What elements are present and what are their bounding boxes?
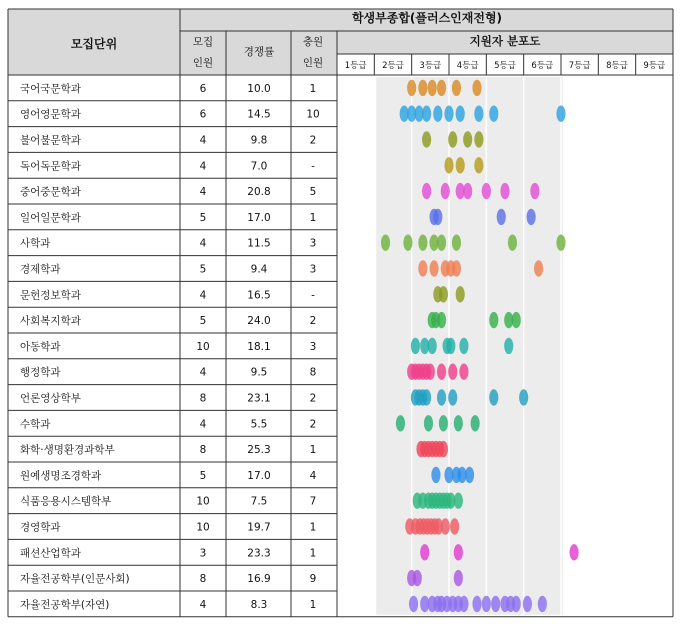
extra-value: 2 <box>309 134 317 147</box>
quota-value: 3 <box>199 547 207 560</box>
applicant-dot <box>472 80 481 96</box>
dept-name: 영어영문학과 <box>20 108 81 121</box>
applicant-dot <box>444 106 453 122</box>
applicant-dot <box>433 106 442 122</box>
applicant-dot <box>471 415 480 431</box>
applicant-dot <box>439 286 448 302</box>
applicant-dot <box>569 544 578 560</box>
applicant-dot <box>538 596 547 612</box>
quota-value: 6 <box>199 82 207 95</box>
extra-value: 7 <box>309 495 317 508</box>
applicant-dot <box>396 415 405 431</box>
applicant-dot <box>381 235 390 251</box>
header-distribution: 지원자 분포도 <box>469 34 541 48</box>
header-quota-line1: 모집 <box>192 36 214 48</box>
applicant-dot <box>474 131 483 147</box>
grade-label: 5등급 <box>494 61 516 71</box>
dept-name: 경영학과 <box>20 521 61 534</box>
extra-value: 2 <box>309 315 317 328</box>
dept-name: 국어국문학과 <box>20 82 81 95</box>
quota-value: 5 <box>199 211 207 224</box>
applicant-dot <box>439 415 448 431</box>
extra-value: 3 <box>309 263 317 276</box>
applicant-dot <box>454 570 463 586</box>
quota-value: 4 <box>199 289 207 302</box>
applicant-dot <box>523 596 532 612</box>
grade-label: 6등급 <box>531 61 554 71</box>
extra-value: 10 <box>306 108 320 121</box>
applicant-dot <box>459 364 468 380</box>
header-quota-line2: 인원 <box>192 57 214 69</box>
applicant-dot <box>497 209 506 225</box>
applicant-dot <box>534 260 543 276</box>
grade-label: 9등급 <box>643 61 666 71</box>
header-extra-line1: 충원 <box>302 36 324 48</box>
applicant-dot <box>407 80 416 96</box>
grade-labels <box>345 61 666 71</box>
applicant-dot <box>459 596 468 612</box>
dept-name: 일어일문학과 <box>20 211 81 224</box>
quota-value: 4 <box>199 598 207 611</box>
header-unit: 모집단위 <box>70 37 118 51</box>
grade-label: 2등급 <box>382 61 404 71</box>
applicant-dot <box>411 338 420 354</box>
quota-value: 4 <box>199 186 207 199</box>
quota-value: 6 <box>199 108 207 121</box>
extra-value: 8 <box>309 366 317 379</box>
applicant-dot <box>527 209 536 225</box>
applicant-dot <box>403 235 412 251</box>
ratio-value: 9.4 <box>250 263 268 276</box>
applicant-dot <box>504 338 513 354</box>
applicant-dot <box>450 518 459 534</box>
dept-name: 아동학과 <box>20 340 61 353</box>
applicant-dot <box>448 389 457 405</box>
applicant-dot <box>422 106 431 122</box>
extra-value: 3 <box>309 237 317 250</box>
header-group: 학생부종합(플러스인재전형) <box>351 11 503 25</box>
grade-label: 1등급 <box>344 61 367 71</box>
applicant-dot <box>433 209 442 225</box>
dept-name: 언론영상학부 <box>20 392 81 405</box>
dept-name: 수학과 <box>20 418 51 431</box>
applicant-dot <box>454 493 463 509</box>
ratio-value: 7.0 <box>250 160 268 173</box>
applicant-dot <box>413 570 422 586</box>
applicant-dot <box>489 389 498 405</box>
dept-name: 행정학과 <box>20 366 61 379</box>
extra-value: - <box>311 289 315 302</box>
applicant-dot <box>491 596 500 612</box>
applicant-dot <box>431 467 440 483</box>
extra-value: 1 <box>309 598 317 611</box>
header-ratio: 경쟁률 <box>243 46 275 58</box>
applicant-dot <box>446 338 455 354</box>
applicant-dot <box>472 596 481 612</box>
ratio-value: 23.1 <box>247 392 271 405</box>
quota-value: 4 <box>199 366 207 379</box>
extra-value: 2 <box>309 392 317 405</box>
ratio-value: 19.7 <box>247 521 271 534</box>
extra-value: 1 <box>309 547 317 560</box>
applicant-dot <box>418 260 427 276</box>
applicant-dot <box>508 235 517 251</box>
applicant-dot <box>418 80 427 96</box>
applicant-dot <box>474 157 483 173</box>
applicant-dot <box>437 312 446 328</box>
applicant-dot <box>456 106 465 122</box>
quota-value: 4 <box>199 418 207 431</box>
applicant-dot <box>489 312 498 328</box>
applicant-dot <box>437 364 446 380</box>
extra-value: 4 <box>309 469 317 482</box>
ratio-value: 9.5 <box>250 366 268 379</box>
applicant-dot <box>439 441 448 457</box>
dept-name: 화학·생명환경과학부 <box>20 444 115 457</box>
ratio-value: 23.3 <box>247 547 271 560</box>
ratio-value: 17.0 <box>247 469 271 482</box>
applicant-dot <box>459 338 468 354</box>
extra-value: 1 <box>309 521 317 534</box>
ratio-value: 7.5 <box>250 495 268 508</box>
applicant-dot <box>426 364 435 380</box>
ratio-value: 5.5 <box>250 418 268 431</box>
applicant-dot <box>452 260 461 276</box>
applicant-dot <box>489 106 498 122</box>
dept-name: 패션산업학과 <box>20 547 81 560</box>
dept-name: 자율전공학부(자연) <box>20 598 110 611</box>
extra-value: 1 <box>309 444 317 457</box>
applicant-dot <box>519 389 528 405</box>
applicant-dot <box>420 544 429 560</box>
extra-value: - <box>311 160 315 173</box>
applicant-dot <box>428 338 437 354</box>
ratio-value: 20.8 <box>247 186 271 199</box>
quota-value: 10 <box>196 495 210 508</box>
ratio-value: 16.5 <box>247 289 271 302</box>
applicant-dot <box>512 596 521 612</box>
extra-value: 1 <box>309 211 317 224</box>
applicant-dot <box>448 364 457 380</box>
applicant-dot <box>556 106 565 122</box>
quota-value: 8 <box>199 573 207 586</box>
applicant-dot <box>482 183 491 199</box>
extra-value: 3 <box>309 340 317 353</box>
quota-value: 4 <box>199 160 207 173</box>
extra-value: 1 <box>309 82 317 95</box>
plot-band <box>376 77 563 615</box>
applicant-dot <box>422 389 431 405</box>
applicant-dot <box>482 596 491 612</box>
applicant-dot <box>463 183 472 199</box>
applicant-dot <box>437 389 446 405</box>
ratio-value: 18.1 <box>247 340 271 353</box>
quota-value: 10 <box>196 340 210 353</box>
applicant-dot <box>437 235 446 251</box>
applicant-dot <box>530 183 539 199</box>
dept-name: 중어중문학과 <box>20 186 81 199</box>
applicant-dot <box>441 183 450 199</box>
dept-name: 문헌정보학과 <box>20 289 81 302</box>
quota-value: 8 <box>199 444 207 457</box>
extra-value: 5 <box>309 186 317 199</box>
ratio-value: 14.5 <box>247 108 271 121</box>
dept-name: 사회복지학과 <box>20 315 81 328</box>
ratio-value: 8.3 <box>250 598 268 611</box>
dept-name: 불어불문학과 <box>20 134 81 147</box>
dept-name: 경제학과 <box>20 263 61 276</box>
applicant-dot <box>422 183 431 199</box>
applicant-dot <box>512 312 521 328</box>
applicant-dot <box>454 544 463 560</box>
grade-label: 4등급 <box>456 61 479 71</box>
quota-value: 8 <box>199 392 207 405</box>
grade-label: 3등급 <box>419 61 442 71</box>
dept-name: 자율전공학부(인문사회) <box>20 573 130 586</box>
applicant-dot <box>456 286 465 302</box>
applicant-dot <box>452 80 461 96</box>
applicant-dot <box>556 235 565 251</box>
applicant-dot <box>437 80 446 96</box>
grade-label: 7등급 <box>568 61 591 71</box>
applicant-dot <box>465 467 474 483</box>
applicant-dot <box>444 157 453 173</box>
ratio-value: 17.0 <box>247 211 271 224</box>
applicant-dot <box>428 80 437 96</box>
header-extra-line2: 인원 <box>302 57 324 69</box>
applicant-dot <box>474 106 483 122</box>
applicant-dot <box>418 235 427 251</box>
applicant-dot <box>429 260 438 276</box>
applicant-dot <box>441 518 450 534</box>
table-rows <box>20 82 320 611</box>
extra-value: 2 <box>309 418 317 431</box>
ratio-value: 24.0 <box>247 315 271 328</box>
grade-label: 8등급 <box>606 61 628 71</box>
ratio-value: 16.9 <box>247 573 271 586</box>
dept-name: 식품응용시스템학부 <box>20 495 112 508</box>
applicant-dot <box>424 415 433 431</box>
applicant-dot <box>448 131 457 147</box>
quota-value: 4 <box>199 134 207 147</box>
applicant-dot <box>463 131 472 147</box>
plot-bands <box>376 77 563 615</box>
ratio-value: 9.8 <box>250 134 268 147</box>
applicant-dot <box>456 157 465 173</box>
ratio-value: 11.5 <box>247 237 271 250</box>
dept-name: 원예생명조경학과 <box>20 469 102 482</box>
quota-value: 10 <box>196 521 210 534</box>
ratio-value: 10.0 <box>247 82 271 95</box>
applicant-dot <box>452 235 461 251</box>
extra-value: 9 <box>309 573 317 586</box>
quota-value: 4 <box>199 237 207 250</box>
dept-name: 독어독문학과 <box>20 160 81 173</box>
applicant-dot <box>500 183 509 199</box>
quota-value: 5 <box>199 263 207 276</box>
applicant-dot <box>454 415 463 431</box>
applicant-dot <box>409 596 418 612</box>
quota-value: 5 <box>199 469 207 482</box>
applicant-dot <box>422 131 431 147</box>
dept-name: 사학과 <box>20 237 51 250</box>
quota-value: 5 <box>199 315 207 328</box>
ratio-value: 25.3 <box>247 444 271 457</box>
